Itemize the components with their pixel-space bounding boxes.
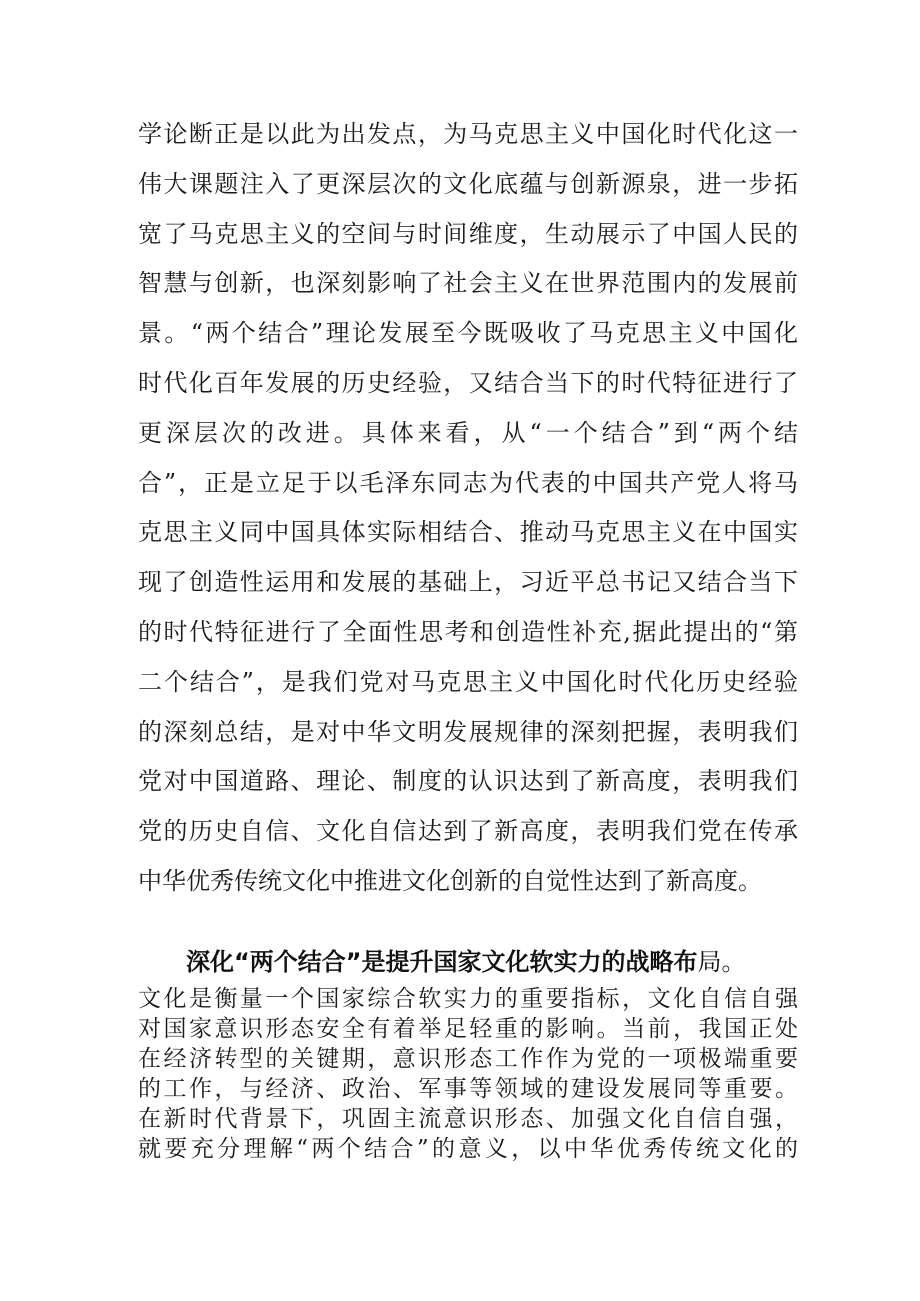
- text-line: 在新时代背景下，巩固主流意识形态、加强文化自信自强，: [138, 1106, 798, 1132]
- text-line: 现了创造性运用和发展的基础上，习近平总书记又结合当下: [138, 568, 798, 597]
- text-line: 学论断正是以此为出发点，为马克思主义中国化时代化这一: [138, 120, 798, 148]
- text-line: 文化是衡量一个国家综合软实力的重要指标，文化自信自强: [138, 986, 798, 1012]
- text-line: 智慧与创新，也深刻影响了社会主义在世界范围内的发展前: [138, 269, 798, 298]
- text-line: 的工作，与经济、政治、军事等领域的建设发展同等重要。: [138, 1076, 798, 1102]
- section-heading: [138, 942, 798, 982]
- text-line: 景。“两个结合”理论发展至今既吸收了马克思主义中国化: [138, 319, 798, 348]
- text-line: 更深层次的改进。具体来看，从“一个结合”到“两个结: [138, 418, 798, 447]
- text-line: 的深刻总结，是对中华文明发展规律的深刻把握，表明我们: [138, 717, 798, 746]
- text-line: 时代化百年发展的历史经验，又结合当下的时代特征进行了: [138, 368, 798, 397]
- text-line: 党对中国道路、理论、制度的认识达到了新高度，表明我们: [138, 767, 798, 796]
- text-line: 克思主义同中国具体实际相结合、推动马克思主义在中国实: [138, 518, 798, 547]
- text-line: 就要充分理解“两个结合”的意义，以中华优秀传统文化的: [138, 1136, 798, 1162]
- text-line: 对国家意识形态安全有着举足轻重的影响。当前，我国正处: [138, 1016, 798, 1042]
- text-line: 伟大课题注入了更深层次的文化底蕴与创新源泉，进一步拓: [138, 169, 798, 198]
- text-line: 二个结合”，是我们党对马克思主义中国化时代化历史经验: [138, 667, 798, 696]
- text-line: 的时代特征进行了全面性思考和创造性补充,据此提出的“第: [138, 617, 798, 646]
- section-heading-bold: 深化“两个结合”是提升国家文化软实力的战略布: [186, 948, 698, 976]
- text-line: 在经济转型的关键期，意识形态工作作为党的一项极端重要: [138, 1046, 798, 1072]
- text-line: 合”，正是立足于以毛泽东同志为代表的中国共产党人将马: [138, 468, 798, 497]
- text-line: 党的历史自信、文化自信达到了新高度，表明我们党在传承: [138, 817, 798, 846]
- body-paragraph-2: [138, 984, 798, 1164]
- text-line: 宽了马克思主义的空间与时间维度，生动展示了中国人民的: [138, 219, 798, 248]
- body-paragraph-1: [138, 110, 798, 907]
- section-heading-tail: 局。: [697, 948, 746, 976]
- text-line: 中华优秀传统文化中推进文化创新的自觉性达到了新高度。: [138, 866, 762, 895]
